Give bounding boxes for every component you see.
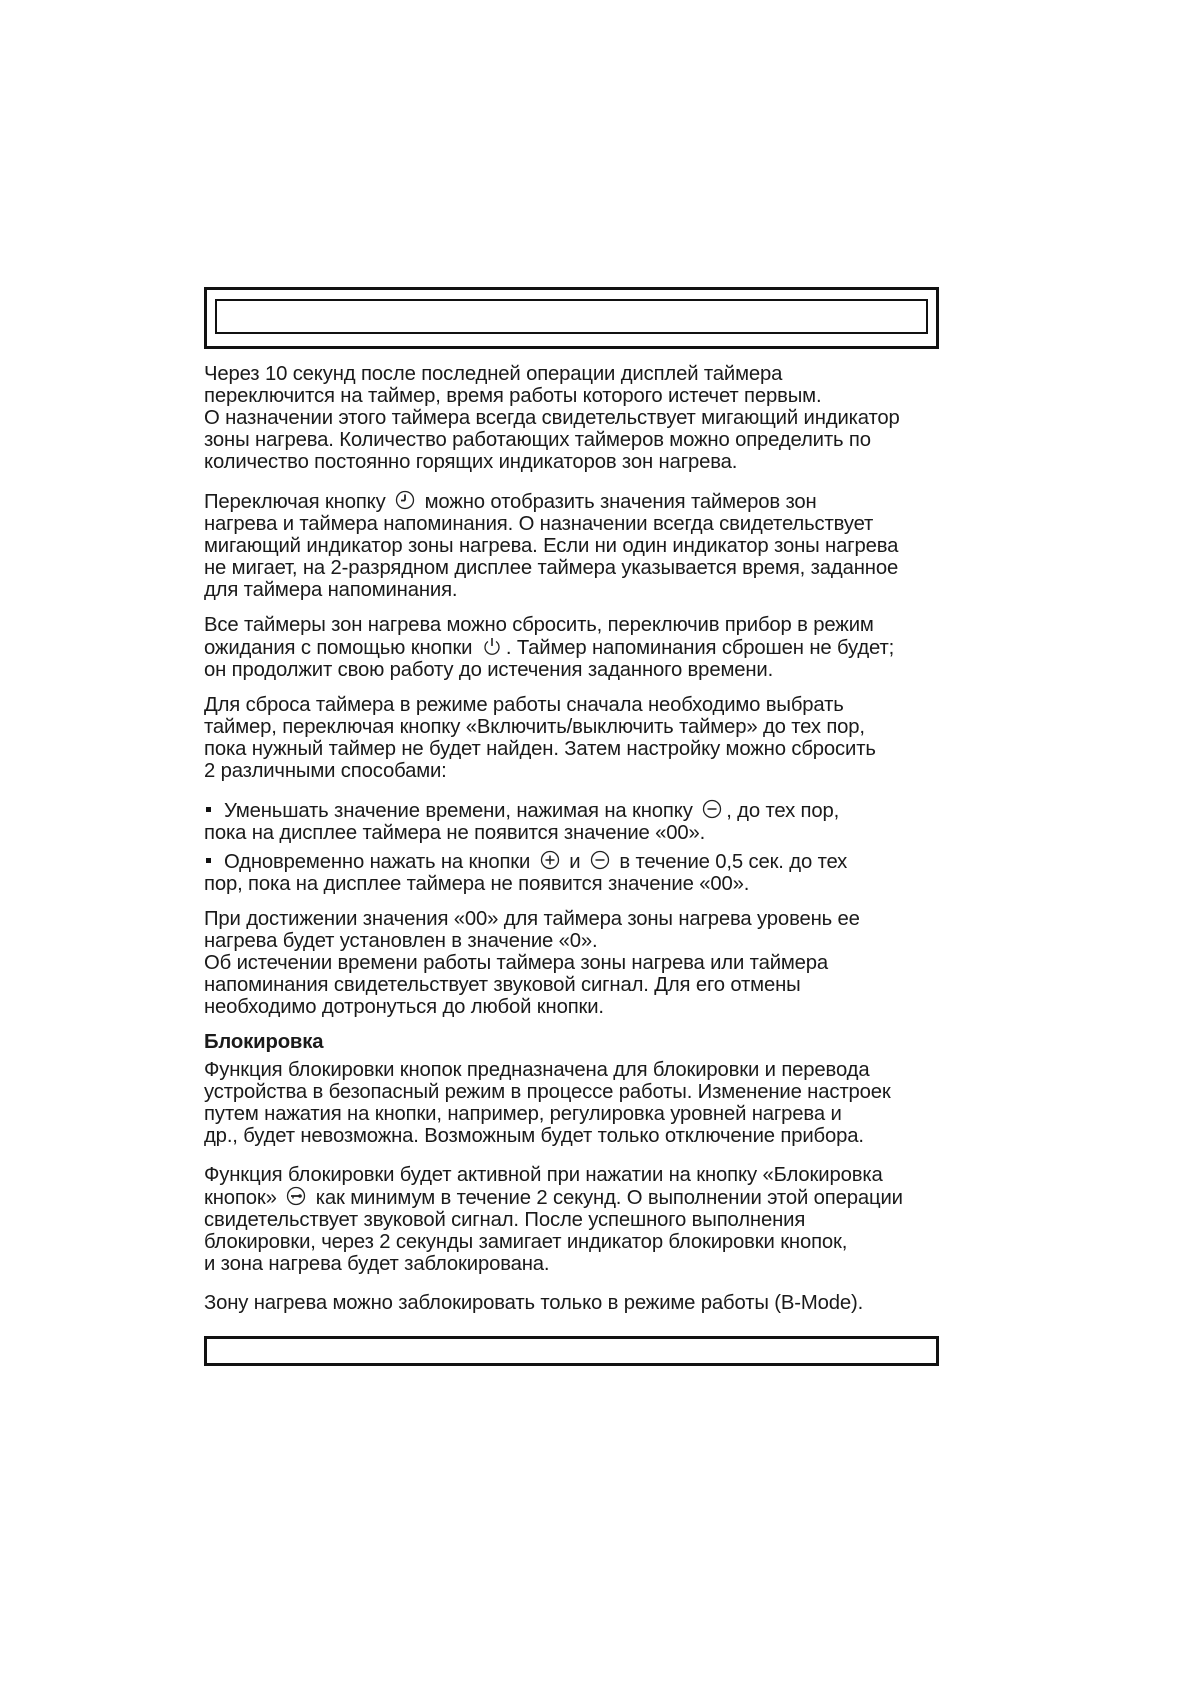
paragraph-lock-purpose: Функция блокировки кнопок предназначена для блокировки и перевода устройства в безопасный режим в процессе работы. Изменение настроек путем нажатия на кнопки, например, регулировка уровней нагрева и др., будет невозможна. Возможным будет только отключение прибора. [204,1059,891,1147]
document-body [204,363,944,1314]
bullet-marker [206,807,211,812]
plus-icon [540,850,560,870]
footer-frame [204,1336,939,1366]
paragraph-timer-expiry: При достижении значения «00» для таймера зоны нагрева уровень ее нагрева будет установлен в значение «0». Об истечении времени работы таймера зоны нагрева или таймера напоминания свидетельствует звуковой сигнал. Для его отмены необходимо дотронуться до любой кнопки. [204,908,860,1018]
paragraph-reset-standby: Все таймеры зон нагрева можно сбросить, переключив прибор в режим ожидания с помощью кнопки . Таймер напоминания сброшен не будет; он продолжит свою работу до истечения заданного времени. [204,614,895,681]
timer-clock-icon [395,490,415,510]
bullet-marker [206,858,211,863]
paragraph-timer-switch: Переключая кнопку можно отобразить значения таймеров зон нагрева и таймера напоминания. О назначении всегда свидетельствует мигающий индикатор зоны нагрева. Если ни один индикатор зоны нагрева не мигает, на 2-разрядном дисплее таймера указывается время, заданное для таймера напоминания. [204,491,899,601]
minus-icon [590,850,610,870]
header-inner-frame [215,299,928,334]
paragraph-reset-operation: Для сброса таймера в режиме работы сначала необходимо выбрать таймер, переключая кнопку «Включить/выключить таймер» до тех пор, пока нужный таймер не будет найден. Затем настройку можно сбросить 2 различными способами: [204,694,876,782]
power-icon [482,636,502,656]
bullet-item-decrease: Уменьшать значение времени, нажимая на кнопку , до тех пор, пока на дисплее таймера не появится значение «00». [204,800,840,844]
paragraph-lock-activation: Функция блокировки будет активной при нажатии на кнопку «Блокировка кнопок» как минимум в течение 2 секунд. О выполнении этой операции свидетельствует звуковой сигнал. После успешного выполнения блокировки, через 2 секунды замигает индикатор блокировки кнопок, и зона нагрева будет заблокирована. [204,1164,903,1275]
key-lock-icon [286,1186,306,1206]
bullet-item-simultaneous: Одновременно нажать на кнопки и в течение 0,5 сек. до тех пор, пока на дисплее таймера не появится значение «00». [204,851,848,895]
paragraph-lock-mode: Зону нагрева можно заблокировать только в режиме работы (B-Mode). [204,1292,864,1314]
section-heading-lock: Блокировка [204,1031,324,1053]
paragraph-timer-display: Через 10 секунд после последней операции дисплей таймера переключится на таймер, время работы которого истечет первым. О назначении этого таймера всегда свидетельствует мигающий индикатор зоны нагрева. Количество работающих таймеров можно определить по количество постоянно горящих индикаторов зон нагрева. [204,363,900,473]
header-frame [204,287,939,349]
minus-icon [702,799,722,819]
